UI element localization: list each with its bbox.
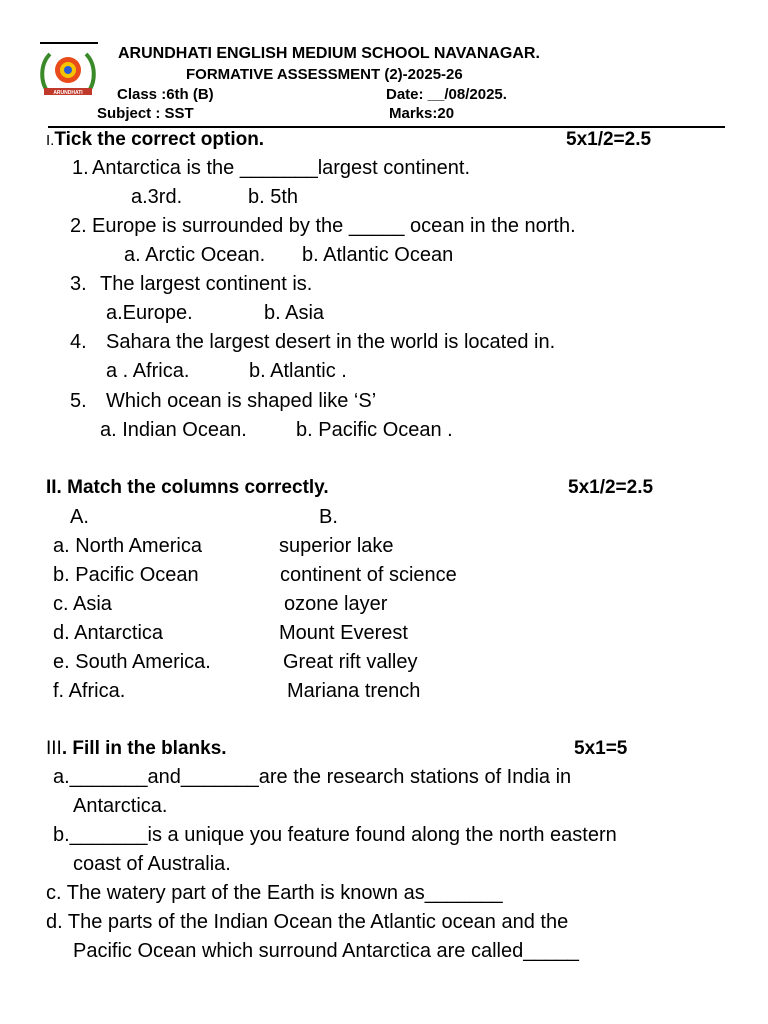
section1-numeral: I. xyxy=(46,132,55,149)
column-b-header: B. xyxy=(319,506,338,528)
match-left-item: a. North America xyxy=(53,535,202,557)
q1-option-b: b. 5th xyxy=(248,186,299,208)
q5-option-a: a. Indian Ocean. xyxy=(100,419,247,441)
date-label: Date: __/08/2025. xyxy=(386,86,507,103)
fill-blank-d-cont: Pacific Ocean which surround Antarctica are called_____ xyxy=(73,940,579,962)
section1-heading xyxy=(46,129,264,151)
fill-blank-c: c. The watery part of the Earth is known as_______ xyxy=(46,882,503,904)
q3-option-b: b. Asia xyxy=(264,302,325,324)
q2-number: 2. xyxy=(70,215,87,237)
q2-text: Europe is surrounded by the _____ ocean in the north. xyxy=(92,215,576,237)
column-a-header: A. xyxy=(70,506,89,528)
section2-title: II. Match the columns correctly. xyxy=(46,477,329,498)
fill-blank-b-cont: coast of Australia. xyxy=(73,853,231,875)
section3-numeral: III xyxy=(46,738,62,759)
q4-text: Sahara the largest desert in the world is located in. xyxy=(106,331,556,353)
section2-marks: 5x1/2=2.5 xyxy=(568,477,654,498)
q4-number: 4. xyxy=(70,331,87,353)
q4-option-a: a . Africa. xyxy=(106,360,190,382)
q3-number: 3. xyxy=(70,273,87,295)
section3-marks: 5x1=5 xyxy=(574,738,628,759)
section3-title: . Fill in the blanks. xyxy=(61,738,227,759)
q1-number: 1. xyxy=(72,157,89,179)
header-divider xyxy=(48,126,725,128)
marks-label: Marks:20 xyxy=(389,105,455,122)
match-left-item: c. Asia xyxy=(53,593,112,615)
match-left-item: f. Africa. xyxy=(53,680,126,702)
fill-blank-b: b._______is a unique you feature found along the north eastern xyxy=(53,824,617,846)
match-right-item: ozone layer xyxy=(284,593,388,615)
q2-option-b: b. Atlantic Ocean xyxy=(302,244,454,266)
section1-title: Tick the correct option. xyxy=(54,129,265,150)
match-left-item: d. Antarctica xyxy=(53,622,164,644)
class-label: Class :6th (B) xyxy=(117,86,214,103)
subject-label: Subject : SST xyxy=(97,105,194,122)
match-right-item: Mariana trench xyxy=(287,680,421,702)
school-logo xyxy=(38,48,98,100)
fill-blank-a: a._______and_______are the research stations of India in xyxy=(53,766,572,788)
section1-marks: 5x1/2=2.5 xyxy=(566,129,652,150)
fill-blank-a-cont: Antarctica. xyxy=(73,795,168,817)
match-left-item: b. Pacific Ocean xyxy=(53,564,199,586)
fill-blank-d: d. The parts of the Indian Ocean the Atlantic ocean and the xyxy=(46,911,569,933)
q5-text: Which ocean is shaped like ‘S’ xyxy=(106,390,377,412)
q1-text: Antarctica is the _______largest continent. xyxy=(92,157,471,179)
match-right-item: continent of science xyxy=(280,564,457,586)
q5-option-b: b. Pacific Ocean . xyxy=(296,419,453,441)
match-right-item: superior lake xyxy=(279,535,394,557)
q3-option-a: a.Europe. xyxy=(106,302,193,324)
school-name: ARUNDHATI ENGLISH MEDIUM SCHOOL NAVANAGAR. xyxy=(118,45,540,62)
q1-option-a: a.3rd. xyxy=(131,186,183,208)
section3-heading xyxy=(46,738,227,760)
logo-text: ARUNDHATI xyxy=(53,90,83,96)
header-top-line xyxy=(40,42,98,44)
match-right-item: Great rift valley xyxy=(283,651,418,673)
q2-option-a: a. Arctic Ocean. xyxy=(124,244,266,266)
q4-option-b: b. Atlantic . xyxy=(249,360,347,382)
match-right-item: Mount Everest xyxy=(279,622,408,644)
q3-text: The largest continent is. xyxy=(100,273,313,295)
q5-number: 5. xyxy=(70,390,87,412)
match-left-item: e. South America. xyxy=(53,651,211,673)
assessment-title: FORMATIVE ASSESSMENT (2)-2025-26 xyxy=(186,66,463,83)
